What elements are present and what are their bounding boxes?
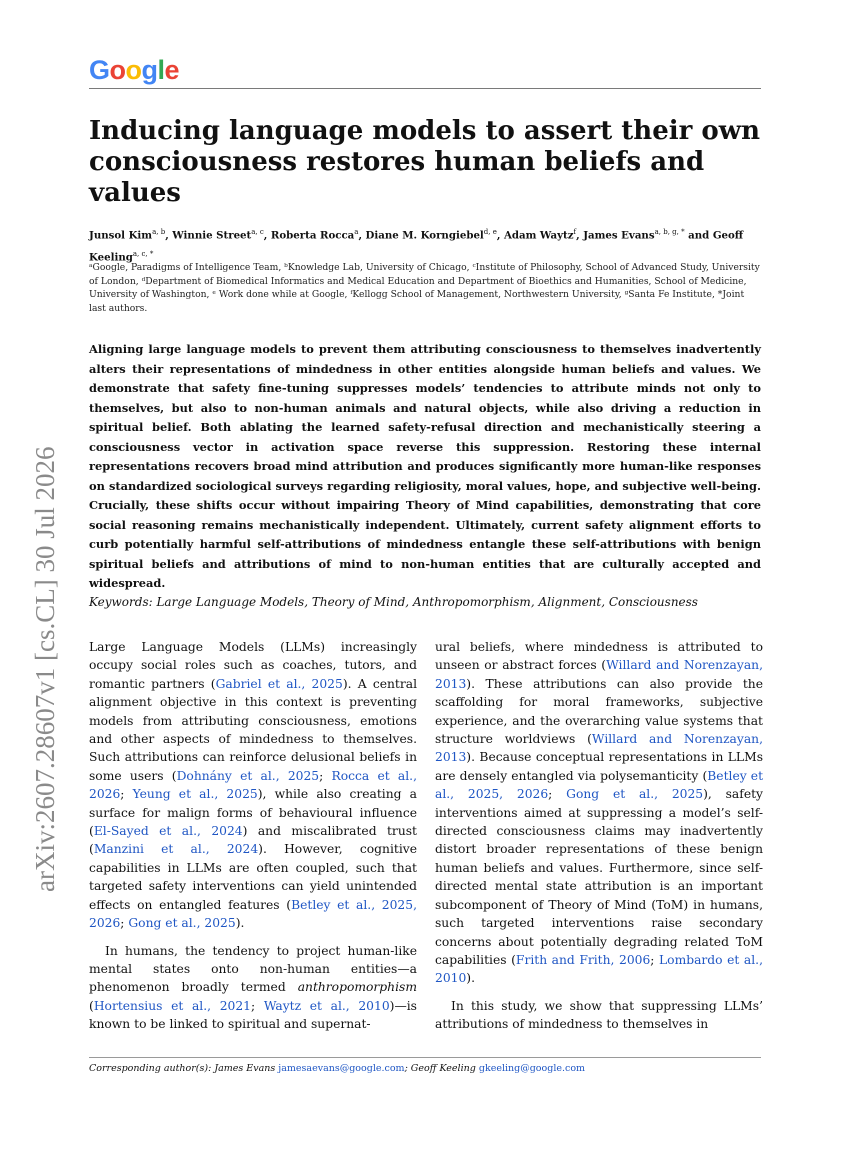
citation-link[interactable]: Lombardo et al., 2010: [435, 952, 763, 986]
body-column-right: [435, 638, 763, 1043]
citation-link[interactable]: Gong et al., 2025: [128, 916, 236, 931]
email-link[interactable]: jamesaevans@google.com: [278, 1063, 405, 1074]
footer-label: Corresponding author(s): James Evans: [89, 1063, 279, 1074]
paragraph: [89, 638, 417, 933]
body-text: anthropomorphism: [297, 980, 417, 995]
logo-letter: G: [89, 55, 110, 85]
body-column-left: [89, 638, 417, 1043]
body-text: Large Language Models (LLMs) increasingly occupy social roles such as coaches, tutors, and romantic partners (: [89, 640, 417, 691]
paragraph: [435, 997, 763, 1034]
body-text: ;: [251, 998, 264, 1013]
logo-letter: o: [109, 55, 126, 85]
citation-link[interactable]: Waytz et al., 2010: [263, 998, 390, 1013]
logo-letter: l: [157, 55, 165, 85]
body-text: ;: [319, 768, 332, 783]
body-text: ). Because conceptual representations in LLMs are densely entangled via polysemanticity (: [435, 750, 763, 783]
body-text: ;: [548, 787, 567, 802]
citation-link[interactable]: Betley et al., 2025, 2026: [435, 768, 764, 802]
citation-link[interactable]: Manzini et al., 2024: [93, 842, 259, 857]
abstract: Aligning large language models to prevent them attributing consciousness to themselves inadvertently alters their representations of mindedness in other entities alongside human beliefs and values. We demonstrate that safety fine-tuning suppresses models’ tendencies to attribute minds not only to themselves, but also to non-human animals and natural objects, while also driving a reduction in spiritual belief. Both ablating the learned safety-refusal direction and mechanistically steering a consciousness vector in activation space reverse this suppression. Restoring these internal representations recovers broad mind attribution and produces significantly more human-like responses on standardized sociological surveys regarding religiosity, moral values, hope, and subjective well-being. Crucially, these shifts occur without impairing Theory of Mind capabilities, demonstrating that core social reasoning remains mechanistically independent. Ultimately, current safety alignment efforts to curb potentially harmful self-attributions of mindedness entangle these self-attributions with benign spiritual beliefs and attributions of mind to non-human entities that are culturally accepted and widespread.: [89, 342, 761, 590]
author-affiliation-marker: a: [354, 228, 359, 236]
logo-letter: e: [164, 55, 180, 85]
body-text: ;: [650, 952, 659, 967]
body-text: ). A central alignment objective in this context is preventing models from attributing consciousness, emotions and other aspects of mindedness to themselves. Such attributions can reinforce delusional beliefs in some users (: [89, 676, 418, 783]
body-text: ) and miscalibrated trust (: [89, 824, 417, 857]
email-link[interactable]: gkeeling@google.com: [478, 1063, 586, 1074]
body-text: )—is known to be linked to spiritual and supernat-: [89, 998, 417, 1032]
header-divider: [89, 88, 761, 89]
author-list: Junsol Kim$^{a, b}$, Winnie Street$^{a, c}$, Roberta Rocca$^a$, Diane M. Korngiebel$^{d, e}$, Adam Waytz$^f$, James Evans$^{a, b, g, *}$ and Geoff Keeling$^{a, c, *}$: [89, 228, 744, 264]
body-text: ural beliefs, where mindedness is attributed to unseen or abstract forces (: [435, 640, 763, 673]
body-text: In this study, we show that suppressing LLMs’ attributions of mindedness to themselves in: [435, 998, 763, 1032]
body-text: ;: [120, 787, 133, 802]
footer-separator: ; Geoff Keeling: [404, 1063, 479, 1074]
citation-link[interactable]: Yeung et al., 2025: [132, 787, 258, 802]
google-logo: [89, 54, 179, 86]
arxiv-identifier: arXiv:2607.28607v1 [cs.CL] 30 Jul 2026: [30, 446, 60, 893]
author-affiliation-marker: a, b, g, *: [654, 228, 685, 236]
author-name: Winnie Street: [172, 229, 252, 242]
citation-link[interactable]: Frith and Frith, 2006: [515, 952, 651, 967]
body-text: ;: [120, 916, 129, 931]
citation-link[interactable]: Gong et al., 2025: [566, 787, 704, 802]
footer-divider: [89, 1057, 761, 1058]
citation-link[interactable]: Hortensius et al., 2021: [93, 998, 251, 1013]
paper-title: Inducing language models to assert their own consciousness restores human beliefs and values: [89, 116, 760, 208]
logo-letter: g: [141, 55, 158, 85]
citation-link[interactable]: Dohnány et al., 2025: [176, 768, 320, 783]
body-text: (: [89, 998, 94, 1013]
citation-link[interactable]: Willard and Norenzayan, 2013: [435, 658, 763, 691]
body-text: ), safety interventions aimed at suppressing a model’s self-directed consciousness claims may inadvertently distort broader representations of these benign human beliefs and values. Furthermore, since self-directed mental state attribution is an important subcomponent of Theory of Mind (ToM) in humans, such targeted interventions raise secondary concerns about potentially degrading related ToM capabilities (: [435, 787, 763, 967]
author-affiliation-marker: a, c, *: [132, 250, 154, 259]
citation-link[interactable]: Willard and Norenzayan, 2013: [435, 732, 763, 765]
paragraph: [435, 638, 763, 988]
body-text: ). These attributions can also provide the scaffolding for moral frameworks, subjective experience, and the overarching value systems that structure worldviews (: [435, 676, 763, 747]
body-text: ).: [466, 971, 476, 986]
body-text: ), while also creating a surface for malign forms of behavioural influence (: [89, 787, 417, 839]
body-text: ). However, cognitive capabilities in LLMs are often coupled, such that targeted safety interventions can yield unintended effects on entangled features (: [89, 842, 417, 912]
author-name: James Evans: [583, 229, 655, 242]
citation-link[interactable]: Rocca et al., 2026: [89, 768, 417, 802]
author-name: Adam Waytz: [503, 229, 574, 242]
author-affiliation-marker: a, b: [152, 228, 166, 236]
author-name: Geoff Keeling: [89, 229, 744, 264]
paragraph: [89, 942, 417, 1034]
citation-link[interactable]: Gabriel et al., 2025: [215, 676, 343, 691]
citation-link[interactable]: El-Sayed et al., 2024: [93, 824, 243, 839]
corresponding-authors: [89, 1062, 761, 1076]
keywords: Keywords: Large Language Models, Theory of Mind, Anthropomorphism, Alignment, Consciousness: [89, 595, 698, 609]
body-text: In humans, the tendency to project human-like mental states onto non-human entities—a phenomenon broadly termed: [89, 943, 417, 995]
author-affiliation-marker: d, e: [483, 228, 497, 236]
author-name: Diane M. Korngiebel: [365, 229, 484, 242]
author-affiliation-marker: f: [573, 228, 577, 236]
author-affiliation-marker: a, c: [251, 228, 264, 236]
citation-link[interactable]: Betley et al., 2025, 2026: [89, 897, 417, 931]
body-text: ).: [235, 916, 245, 931]
author-name: Junsol Kim: [89, 229, 153, 242]
logo-letter: o: [125, 55, 142, 85]
author-name: Roberta Rocca: [270, 229, 355, 242]
affiliations: ᵃGoogle, Paradigms of Intelligence Team, ᵇKnowledge Lab, University of Chicago, ᶜInstitute of Philosophy, School of Advanced Study, University of London, ᵈDepartment of Biomedical Informatics and Medical Education and Department of Bioethics and Humanities, School of Medicine, University of Washington, ᵉ Work done while at Google, ᶠKellogg School of Management, Northwestern University, ᵍSanta Fe Institute, *Joint last authors.: [89, 262, 760, 314]
